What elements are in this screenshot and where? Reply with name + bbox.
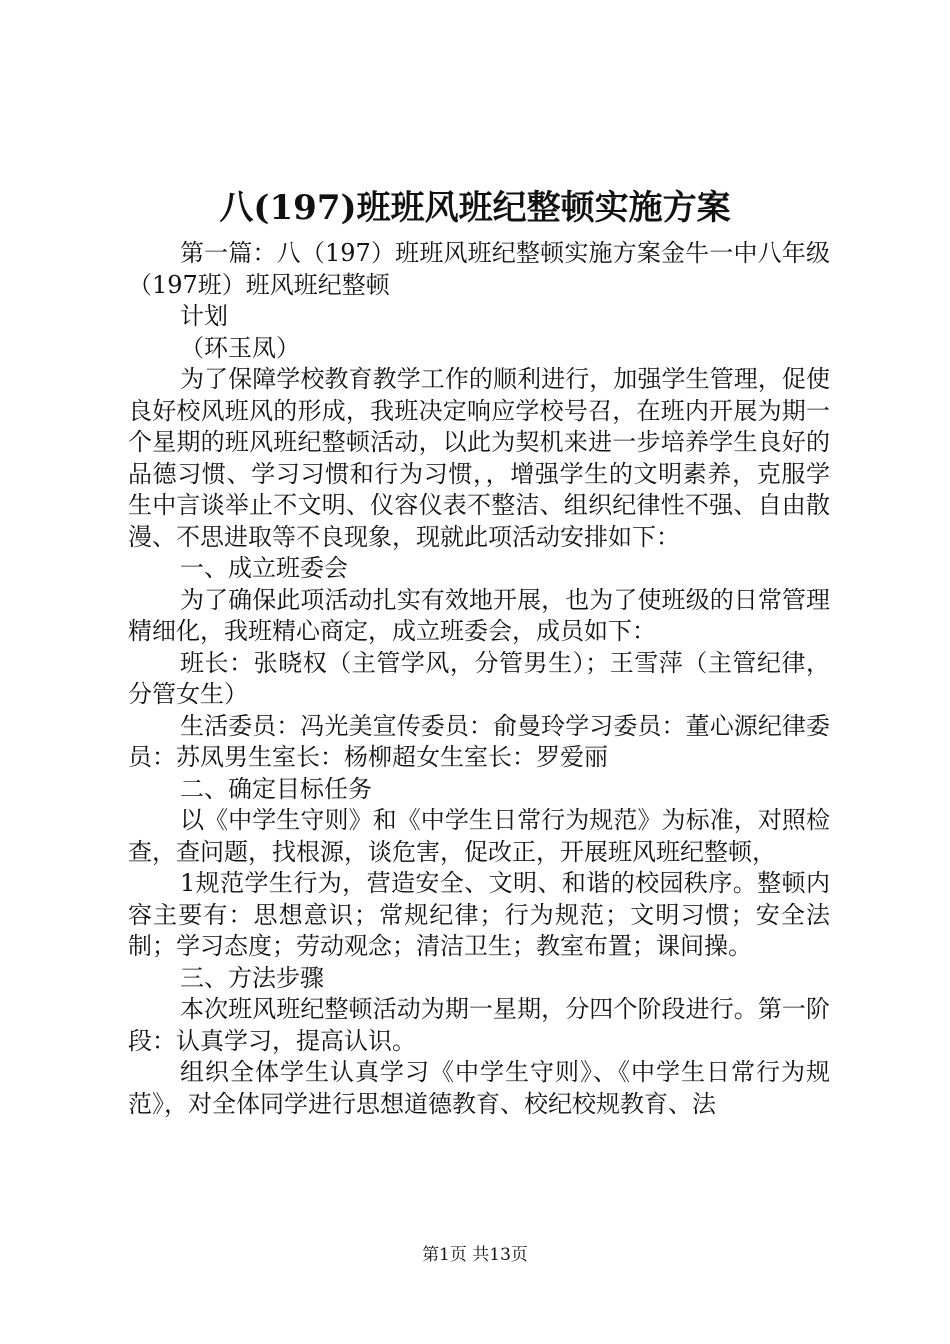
paragraph-study: 组织全体学生认真学习《中学生守则》、《中学生日常行为规范》，对全体同学进行思想道德教育、校纪校规教育、法 bbox=[128, 1058, 830, 1118]
paragraph-members: 生活委员：冯光美宣传委员：俞曼玲学习委员：董心源纪律委员：苏凤男生室长：杨柳超女生室长：罗爱丽 bbox=[128, 711, 830, 771]
document-body bbox=[128, 238, 830, 1120]
paragraph-heading-line: 第一篇：八（197）班班风班纪整顿实施方案金牛一中八年级（197班）班风班纪整顿 bbox=[128, 239, 830, 299]
paragraph-monitors: 班长：张晓权（主管学风，分管男生）；王雪萍（主管纪律，分管女生） bbox=[128, 648, 830, 708]
page-footer: 第1页 共13页 bbox=[422, 1245, 528, 1265]
paragraph-content: 1规范学生行为，营造安全、文明、和谐的校园秩序。整顿内容主要有：思想意识；常规纪律；行为规范；文明习惯；安全法制；学习态度；劳动观念；清洁卫生；教室布置；课间操。 bbox=[128, 869, 830, 960]
paragraph-plan: 计划 bbox=[180, 302, 228, 330]
paragraph-intro: 为了保障学校教育教学工作的顺利进行，加强学生管理，促使良好校风班风的形成，我班决定响应学校号召，在班内开展为期一个星期的班风班纪整顿活动，以此为契机来进一步培养学生良好的品德习惯、学习习惯和行为习惯，，增强学生的文明素养，克服学生中言谈举止不文明、仪容仪表不整洁、组织纪律性不强、自由散漫、不思进取等不良现象，现就此项活动安排如下： bbox=[128, 365, 830, 551]
paragraph-stages: 本次班风班纪整顿活动为期一星期，分四个阶段进行。第一阶段：认真学习，提高认识。 bbox=[128, 995, 830, 1055]
section-heading-1: 一、成立班委会 bbox=[180, 554, 348, 582]
paragraph-standards: 以《中学生守则》和《中学生日常行为规范》为标准，对照检查，查问题，找根源，谈危害，促改正，开展班风班纪整顿， bbox=[128, 806, 830, 866]
section-heading-2: 二、确定目标任务 bbox=[180, 774, 372, 803]
document-title: 八(197)班班风班纪整顿实施方案 bbox=[219, 188, 731, 228]
section-heading-3: 三、方法步骤 bbox=[180, 963, 324, 992]
paragraph-author: （环玉凤） bbox=[180, 333, 300, 362]
paragraph-committee: 为了确保此项活动扎实有效地开展，也为了使班级的日常管理精细化，我班精心商定，成立班委会，成员如下： bbox=[128, 585, 830, 645]
